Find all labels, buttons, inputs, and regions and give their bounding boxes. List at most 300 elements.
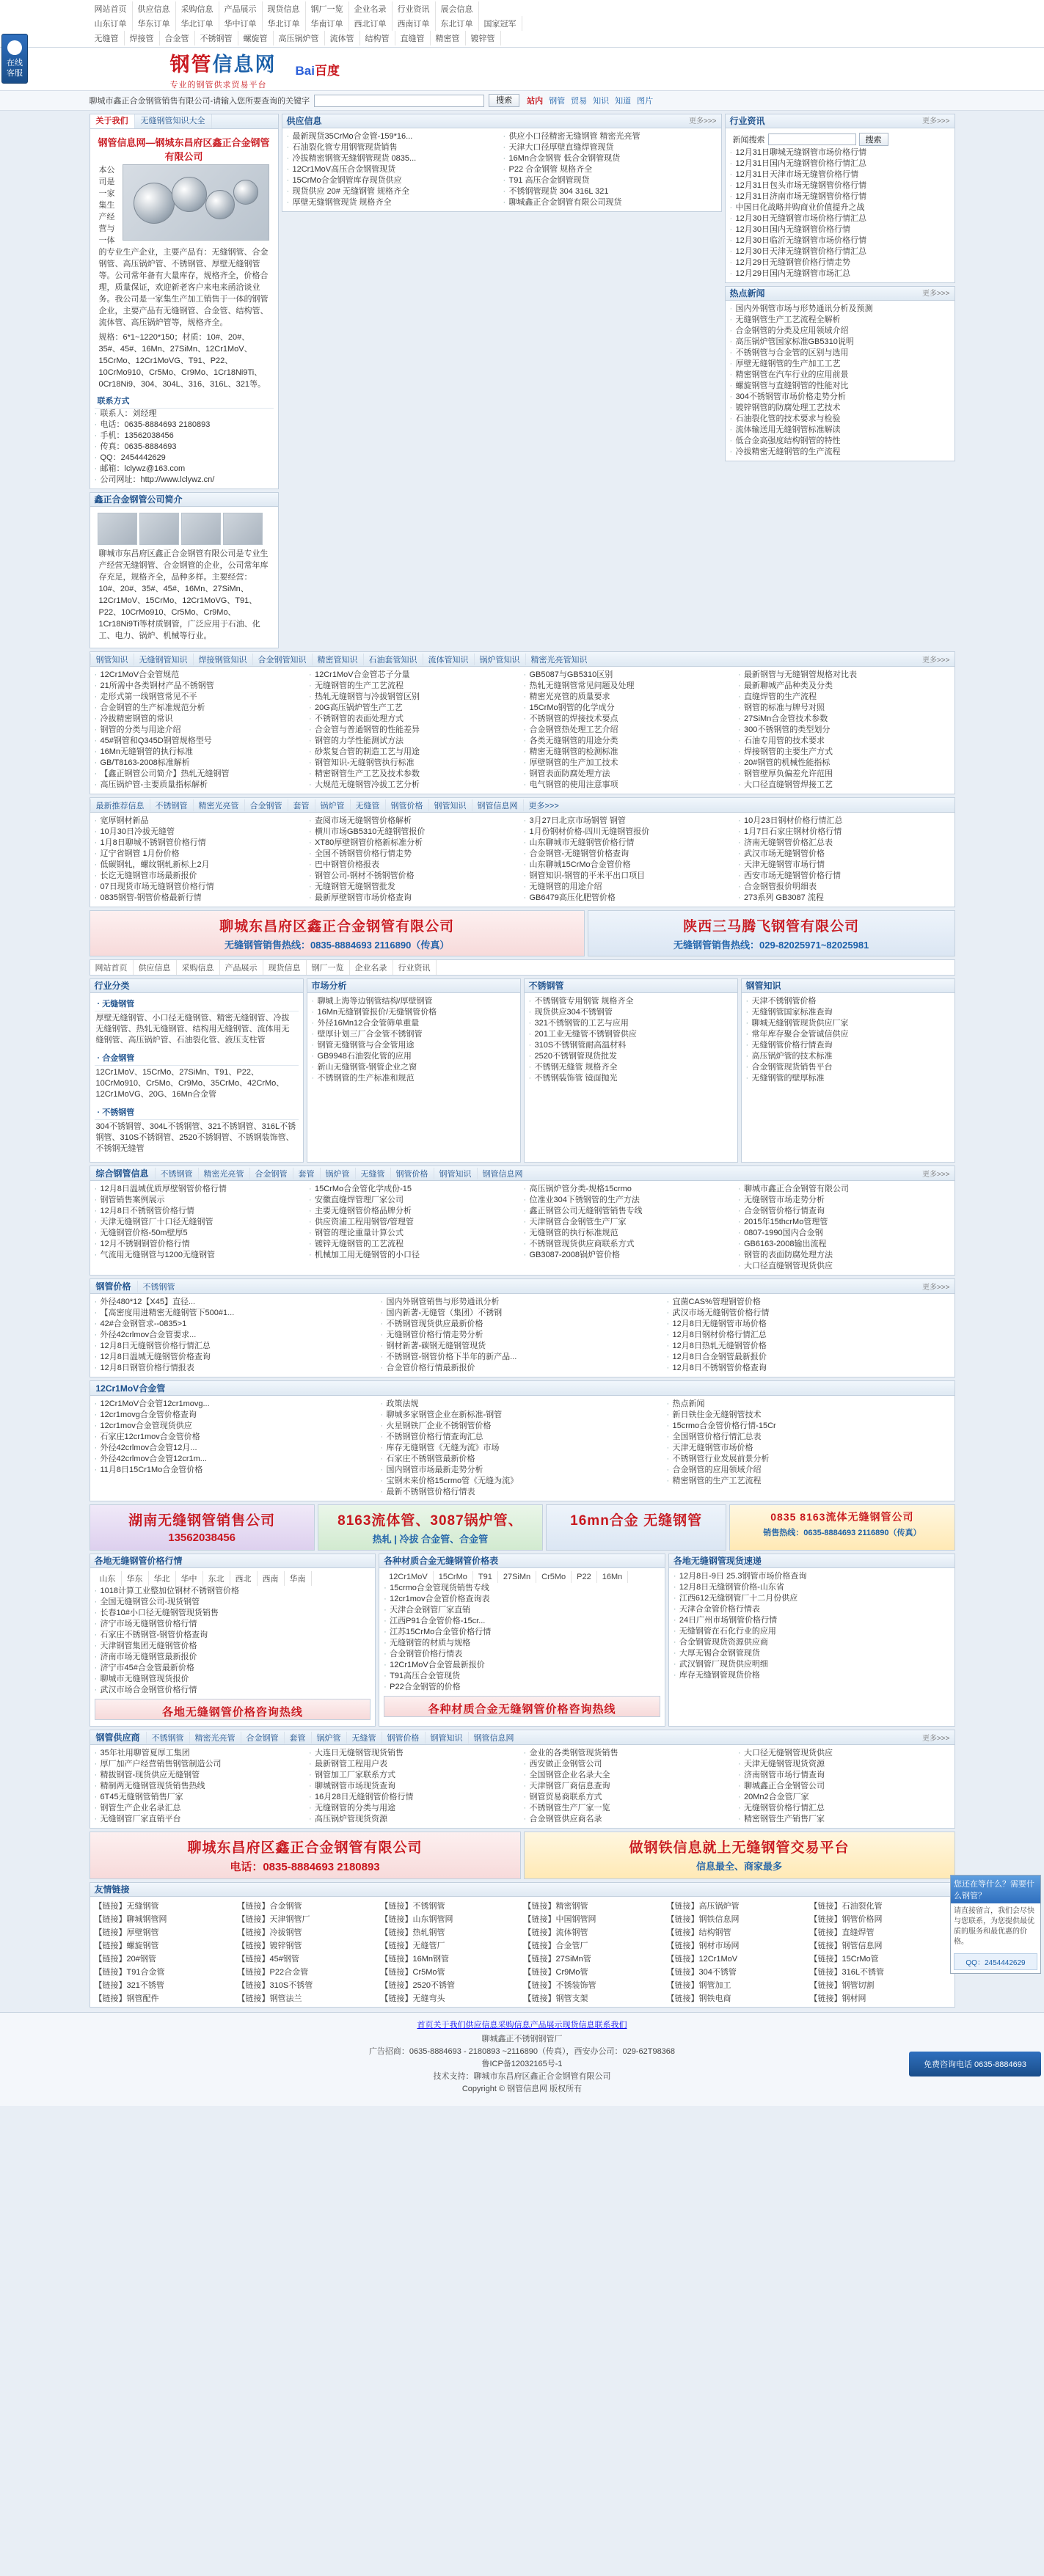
hot-news-item[interactable]: · 螺旋钢管与直缝钢管的性能对比	[730, 381, 950, 392]
topnav-link[interactable]: 华中订单	[219, 16, 263, 31]
ad-banner-8163[interactable]	[318, 1504, 543, 1551]
region-item[interactable]: · 全国无缝钢管公司-现货钢管	[95, 1597, 371, 1608]
topnav-link[interactable]: 华南订单	[306, 16, 349, 31]
suppliers-item[interactable]: · 精拔钢管-现货供应无缝钢管	[95, 1770, 307, 1781]
suppliers-tab[interactable]: 无缝管	[346, 1732, 382, 1743]
comprehensive-item[interactable]: · 主要无缝钢管价格品牌分析	[309, 1206, 521, 1217]
price-item[interactable]: · 国内新著-无缝管（集团）不锈钢	[381, 1308, 664, 1319]
recommend-item[interactable]: · 低碳钢轧，螺纹钢轧新标上2月	[95, 860, 307, 871]
recommend-item[interactable]: · 0835钢管-钢管价格最新行情	[95, 893, 307, 904]
ad-subnav-link[interactable]: 钢厂一览	[307, 960, 350, 975]
knowledge-tab[interactable]: 钢管知识	[90, 654, 134, 665]
friend-link[interactable]: 【链接】T91合金管	[94, 1968, 165, 1977]
suppliers-item[interactable]: · 无缝钢管厂家直销平台	[95, 1814, 307, 1825]
friend-link[interactable]: 【链接】高压锅炉管	[666, 1902, 740, 1911]
ad-banner-platform[interactable]	[524, 1832, 955, 1879]
spec-hotline[interactable]	[384, 1696, 660, 1717]
friend-link[interactable]: 【链接】钢管价格网	[809, 1915, 883, 1924]
ad-banner-hunan[interactable]	[90, 1504, 315, 1551]
stainless-item[interactable]: · 2520不锈钢管现货批发	[529, 1051, 733, 1062]
news-item[interactable]: · 12月30日无缝钢管市场价格行情汇总	[730, 213, 950, 224]
friend-link[interactable]: 【链接】316L不锈管	[809, 1968, 884, 1977]
market-item[interactable]: · 新山无缝钢管-钢管企业之窗	[312, 1062, 516, 1073]
hot-news-item[interactable]: · 厚壁无缝钢管的生产加工工艺	[730, 359, 950, 370]
knowledge-item[interactable]: · 最新聊城产品种类及分类	[738, 681, 950, 692]
recommend-item[interactable]: · 最新厚壁钢管市场价格查询	[309, 893, 521, 904]
search-button[interactable]: 搜索	[489, 94, 519, 107]
recommend-item[interactable]: · 山东聊城市无缝钢管价格行情	[524, 838, 736, 849]
topnav-link[interactable]: 山东订单	[90, 16, 133, 31]
recommend-item[interactable]: · 宽厚钢材新品	[95, 816, 307, 827]
friend-link[interactable]: 【链接】山东钢管网	[380, 1915, 453, 1924]
suppliers-item[interactable]: · 天津钢管厂商信息查询	[524, 1781, 736, 1792]
friend-link[interactable]: 【链接】流体钢管	[523, 1928, 588, 1937]
knowledge-item[interactable]: · 大口径直缝钢管焊接工艺	[738, 780, 950, 791]
knowledge-item[interactable]: · 45#钢管和Q345D钢管规格型号	[95, 736, 307, 747]
knowledge-tab[interactable]: 合金钢管知识	[252, 654, 312, 665]
price-tab-stainless[interactable]: 不锈钢管	[137, 1281, 180, 1292]
region-tab[interactable]: 华北	[149, 1571, 176, 1586]
price-item[interactable]: · 12月8日钢材价格行情汇总	[667, 1330, 950, 1341]
comprehensive-tab[interactable]: 套管	[293, 1168, 320, 1179]
friend-link[interactable]: 【链接】螺旋钢管	[94, 1942, 159, 1950]
region-hotline[interactable]	[95, 1699, 371, 1720]
suppliers-item[interactable]: · 35年社用聊管夏厚工集团	[95, 1748, 307, 1759]
recommend-item[interactable]: · 横川市场GB5310无缝钢管报价	[309, 827, 521, 838]
market-item[interactable]: · 16Mn无缝钢管报价/无缝钢管价格	[312, 1007, 516, 1018]
knowledge-item[interactable]: · 精密光亮管的质量要求	[524, 692, 736, 703]
supply-item[interactable]: · 聊城鑫正合金钢管有限公司现货	[503, 197, 717, 208]
market-item[interactable]: · 壁厚计划三厂合金管不锈钢管	[312, 1029, 516, 1040]
region-tab[interactable]: 山东	[95, 1571, 122, 1586]
recommend-item[interactable]: · 1月份钢材价格-四川无缝钢管报价	[524, 827, 736, 838]
info-item[interactable]: · 大厚无锡合金钢管现货	[674, 1648, 950, 1659]
knowledge-item[interactable]: · 钢管的标准与牌号对照	[738, 703, 950, 714]
comprehensive-item[interactable]: · 无缝钢管的执行标准规范	[524, 1228, 736, 1239]
ad-subnav-link[interactable]: 网站首页	[90, 960, 134, 975]
info-item[interactable]: · 江西612无缝钢管厂十二月份供应	[674, 1593, 950, 1604]
search-scope-tab[interactable]: 钢管	[549, 97, 566, 106]
market-item[interactable]: · 钢管无缝钢管与合金管用途	[312, 1040, 516, 1051]
friend-link[interactable]: 【链接】钢铁信息网	[666, 1915, 740, 1924]
news-item[interactable]: · 12月31日济南市场无缝钢管价格行情	[730, 191, 950, 202]
alloy-price-item[interactable]: · 热点新闻	[667, 1399, 950, 1410]
friend-link[interactable]: 【链接】结构钢管	[666, 1928, 731, 1937]
suppliers-item[interactable]: · 聊城钢管市场现货查询	[309, 1781, 521, 1792]
price-item[interactable]: · 无缝钢管价格行情走势分析	[381, 1330, 664, 1341]
contact-item[interactable]: · QQ：2454442629	[95, 453, 274, 464]
ad-banner-16mn[interactable]	[546, 1504, 726, 1551]
recommend-item[interactable]: · 合金钢管报价明细表	[738, 882, 950, 893]
alloy-price-item[interactable]: · 火星钢铁厂企业不锈钢管价格	[381, 1421, 664, 1432]
region-item[interactable]: · 1018计算工业整加位钢材不锈钢管价格	[95, 1586, 371, 1597]
suppliers-item[interactable]: · 济南钢管市场行情查询	[738, 1770, 950, 1781]
stainless-item[interactable]: · 不锈钢无缝管 规格齐全	[529, 1062, 733, 1073]
topnav-link[interactable]: 不锈钢管	[195, 31, 238, 45]
steel-knowledge-item[interactable]: · 常年库存聚合金管诚信供应	[746, 1029, 950, 1040]
knowledge-item[interactable]: · 钢管的力学性能测试方法	[309, 736, 521, 747]
topnav-link[interactable]: 流体管	[325, 31, 360, 45]
knowledge-item[interactable]: · GB5087与GB5310区别	[524, 670, 736, 681]
suppliers-tab[interactable]: 套管	[284, 1732, 311, 1743]
knowledge-item[interactable]: · 合金钢管的生产标准规范分析	[95, 703, 307, 714]
suppliers-item[interactable]: · 最新钢管工程用户表	[309, 1759, 521, 1770]
recommend-tab[interactable]: 钢管信息网	[472, 799, 523, 811]
friend-link[interactable]: 【链接】钢铁电商	[666, 1994, 731, 2003]
friend-link[interactable]: 【链接】不锈装饰管	[523, 1981, 596, 1990]
friend-link[interactable]: 【链接】无缝管厂	[380, 1942, 445, 1950]
news-item[interactable]: · 12月31日天津市场无缝管价格行情	[730, 169, 950, 180]
comprehensive-item[interactable]: · 位准业304下锈钢管的生产方法	[524, 1195, 736, 1206]
suppliers-item[interactable]: · 无缝钢管的分类与用途	[309, 1803, 521, 1814]
alloy-price-item[interactable]: · 不锈钢管行业发展前景分析	[667, 1454, 950, 1465]
steel-knowledge-item[interactable]: · 无缝钢管价格行情查询	[746, 1040, 950, 1051]
market-item[interactable]: · 不锈钢管的生产标准和规范	[312, 1073, 516, 1084]
suppliers-tab[interactable]: 合金钢管	[241, 1732, 284, 1743]
recommend-item[interactable]: · GB6479高压化肥管价格	[524, 893, 736, 904]
contact-item[interactable]: · 邮箱：lclywz@163.com	[95, 464, 274, 475]
alloy-price-item[interactable]: · 全国钢管价格行情汇总表	[667, 1432, 950, 1443]
recommend-tab[interactable]: 锅炉管	[315, 799, 350, 811]
footer-nav-link[interactable]: 联系我们	[594, 2021, 627, 2030]
knowledge-item[interactable]: · 钢管知识-无缝钢管执行标准	[309, 758, 521, 769]
comprehensive-item[interactable]: · 12月8日温城优质厚壁钢管价格行情	[95, 1184, 307, 1195]
recommend-item[interactable]: · 武汉市场无缝钢管价格	[738, 849, 950, 860]
knowledge-item[interactable]: · 焊接钢管的主要生产方式	[738, 747, 950, 758]
suppliers-item[interactable]: · 聊城鑫正合金钢管公司	[738, 1781, 950, 1792]
news-item[interactable]: · 12月30日天津无缝钢管价格行情汇总	[730, 246, 950, 257]
region-item[interactable]: · 天津钢管集团无缝钢管价格	[95, 1641, 371, 1652]
comprehensive-tab[interactable]: 精密光亮管	[198, 1168, 249, 1179]
alloy-price-item[interactable]: · 外径42crlmov合金管12月...	[95, 1443, 378, 1454]
knowledge-item[interactable]: · 15CrMo钢管的化学成分	[524, 703, 736, 714]
alloy-price-item[interactable]: · 12cr1movg合金管价格查询	[95, 1410, 378, 1421]
spec-item[interactable]: · 12cr1mov合金管价格查询表	[384, 1594, 660, 1605]
search-scope-tab[interactable]: 站内	[527, 97, 544, 106]
comprehensive-item[interactable]: · 天津无缝钢管厂十口径无缝钢管	[95, 1217, 307, 1228]
hot-news-item[interactable]: · 合金钢管的分类及应用领域介绍	[730, 326, 950, 337]
comprehensive-more[interactable]: 更多>>>	[921, 1171, 950, 1179]
hot-news-item[interactable]: · 304不锈钢管市场价格走势分析	[730, 392, 950, 403]
comprehensive-item[interactable]: · 机械加工用无缝钢管的小口径	[309, 1250, 521, 1261]
friend-link[interactable]: 【链接】钢管加工	[666, 1981, 731, 1990]
price-item[interactable]: · 国内外钢管销售与形势通讯分析	[381, 1297, 664, 1308]
friend-link[interactable]: 【链接】无缝弯头	[380, 1994, 445, 2003]
region-item[interactable]: · 聊城市无缝钢管现货报价	[95, 1674, 371, 1685]
spec-item[interactable]: · 合金钢管价格行情表	[384, 1649, 660, 1660]
price-item[interactable]: · 外径42crlmov合金管要求...	[95, 1330, 378, 1341]
spec-item[interactable]: · 12Cr1MoV合金管最新报价	[384, 1660, 660, 1671]
steel-knowledge-item[interactable]: · 高压锅炉管的技术标准	[746, 1051, 950, 1062]
recommend-item[interactable]: · 无缝钢管的用途介绍	[524, 882, 736, 893]
ad-subnav-link[interactable]: 行业资讯	[393, 960, 437, 975]
online-service-widget[interactable]	[1, 34, 28, 84]
spec-item[interactable]: · 15crmo合金管现货销售专线	[384, 1583, 660, 1594]
knowledge-item[interactable]: · 石油专用管的技术要求	[738, 736, 950, 747]
recommend-item[interactable]: · 3月27日北京市场钢管 钢管	[524, 816, 736, 827]
hot-news-item[interactable]: · 国内外钢管市场与形势通讯分析及预测	[730, 304, 950, 315]
friend-link[interactable]: 【链接】聊城钢管网	[94, 1915, 167, 1924]
alloy-price-item[interactable]: · 15crmo合金管价格行情-15Cr	[667, 1421, 950, 1432]
knowledge-item[interactable]: · 27SiMn合金管技术参数	[738, 714, 950, 725]
knowledge-tab[interactable]: 精密光亮管知识	[525, 654, 593, 665]
suppliers-item[interactable]: · 无缝钢管价格行情汇总	[738, 1803, 950, 1814]
alloy-price-item[interactable]: · 库存无缝钢管《无缝为流》市场	[381, 1443, 664, 1454]
supply-item[interactable]: · T91 高压合金钢管现货	[503, 175, 717, 186]
alloy-price-item[interactable]: · 天津无缝钢管市场价格	[667, 1443, 950, 1454]
topnav-link[interactable]: 焊接管	[125, 31, 160, 45]
topnav-link[interactable]: 供应信息	[133, 1, 176, 16]
alloy-price-item[interactable]: · 11月8日15Cr1Mo合金管价格	[95, 1465, 378, 1476]
comprehensive-item[interactable]: · 钢管销售案例展示	[95, 1195, 307, 1206]
news-search-button[interactable]: 搜索	[859, 133, 888, 146]
knowledge-item[interactable]: · 走形式第一线钢管常见不平	[95, 692, 307, 703]
ad-subnav-link[interactable]: 现货信息	[263, 960, 307, 975]
steel-knowledge-item[interactable]: · 无缝钢管的壁厚标准	[746, 1073, 950, 1084]
recommend-item[interactable]: · 无缝钢管无缝钢管批发	[309, 882, 521, 893]
supply-item[interactable]: · 最新现货35CrMo合金管-159*16...	[287, 131, 500, 142]
topnav-link[interactable]: 结构管	[360, 31, 395, 45]
price-item[interactable]: · 12月8日无缝钢管价格行情汇总	[95, 1341, 378, 1352]
ad-subnav-link[interactable]: 供应信息	[134, 960, 177, 975]
suppliers-item[interactable]: · 全国钢管企业名录大全	[524, 1770, 736, 1781]
alloy-price-item[interactable]: · 宝钢未来价格15crmo管《无缝为流》	[381, 1476, 664, 1487]
suppliers-item[interactable]: · 钢管生产企业名录汇总	[95, 1803, 307, 1814]
recommend-item[interactable]: · 273系列 GB3087 流程	[738, 893, 950, 904]
friend-link[interactable]: 【链接】12Cr1MoV	[666, 1955, 738, 1964]
knowledge-item[interactable]: · 高压锅炉管-主要质量指标解析	[95, 780, 307, 791]
news-item[interactable]: · 12月29日国内无缝钢管市场汇总	[730, 268, 950, 279]
supply-item[interactable]: · 15CrMo合金钢管库存现货供应	[287, 175, 500, 186]
footer-nav-link[interactable]: 产品展示	[530, 2021, 563, 2030]
dir-group-title[interactable]: · 无缝钢管	[95, 996, 299, 1011]
knowledge-item[interactable]: · 热轧无缝钢管与冷拔钢管区别	[309, 692, 521, 703]
hot-news-item[interactable]: · 流体输送用无缝钢管标准解读	[730, 425, 950, 436]
alloy-price-item[interactable]: · 国内钢管市场最新走势分析	[381, 1465, 664, 1476]
price-item[interactable]: · 12月8日无缝钢管市场价格	[667, 1319, 950, 1330]
search-scope-tab[interactable]: 知识	[593, 97, 610, 106]
suppliers-item[interactable]: · 20Mn2合金管厂家	[738, 1792, 950, 1803]
recommend-item[interactable]: · 济南无缝钢管价格汇总表	[738, 838, 950, 849]
topnav-link[interactable]: 西北订单	[349, 16, 393, 31]
supply-item[interactable]: · P22 合金钢管 规格齐全	[503, 164, 717, 175]
recommend-item[interactable]: · 巴中钢管价格报表	[309, 860, 521, 871]
spec-tab[interactable]: T91	[473, 1571, 498, 1583]
footer-nav-link[interactable]: 现货信息	[562, 2021, 595, 2030]
price-item[interactable]: · 合金管价格行情最新报价	[381, 1363, 664, 1374]
friend-link[interactable]: 【链接】钢材市场网	[666, 1942, 740, 1950]
spec-tab[interactable]: 16Mn	[597, 1571, 629, 1583]
recommend-item[interactable]: · 钢管知识-钢管的平米平出口项目	[524, 871, 736, 882]
info-item[interactable]: · 12月8日-9日 25.3钢管市场价格查询	[674, 1571, 950, 1582]
knowledge-item[interactable]: · 各类无缝钢管的用途分类	[524, 736, 736, 747]
hot-news-item[interactable]: · 不锈钢管与合金管的区别与选用	[730, 348, 950, 359]
friend-link[interactable]: 【链接】钢管信息网	[809, 1942, 883, 1950]
news-item[interactable]: · 12月31日聊城无缝钢管市场价格行情	[730, 147, 950, 158]
baidu-search-logo[interactable]	[296, 60, 340, 78]
stainless-item[interactable]: · 现货供应304不锈钢管	[529, 1007, 733, 1018]
knowledge-item[interactable]: · 合金钢管热处理工艺介绍	[524, 725, 736, 736]
news-more-link[interactable]: 更多>>>	[921, 117, 950, 125]
suppliers-item[interactable]: · 16月28日无缝钢管价格行情	[309, 1792, 521, 1803]
steel-knowledge-item[interactable]: · 无缝钢管国家标准查询	[746, 1007, 950, 1018]
friend-link[interactable]: 【链接】合金钢管	[237, 1902, 302, 1911]
comprehensive-item[interactable]: · 钢管的理论重量计算公式	[309, 1228, 521, 1239]
recommend-tab[interactable]: 钢管价格	[385, 799, 428, 811]
alloy-price-item[interactable]: · 新日铁住金无缝钢管技术	[667, 1410, 950, 1421]
suppliers-tab[interactable]: 钢管信息网	[468, 1732, 519, 1743]
suppliers-item[interactable]: · 大连日无缝钢管现货销售	[309, 1748, 521, 1759]
comprehensive-item[interactable]: · GB3087-2008锅炉管价格	[524, 1250, 736, 1261]
alloy-price-item[interactable]: · 不锈钢管价格行情查询汇总	[381, 1432, 664, 1443]
knowledge-tab[interactable]: 焊接钢管知识	[193, 654, 252, 665]
suppliers-tab[interactable]: 不锈钢管	[146, 1732, 189, 1743]
suppliers-item[interactable]: · 金业的各类钢管现货销售	[524, 1748, 736, 1759]
news-item[interactable]: · 12月30日国内无缝钢管价格行情	[730, 224, 950, 235]
footer-nav-link[interactable]: 关于我们	[433, 2021, 466, 2030]
friend-link[interactable]: 【链接】热轧钢管	[380, 1928, 445, 1937]
service-popup-qq[interactable]: QQ：2454442629	[954, 1953, 1037, 1970]
alloy-price-item[interactable]: · 聊城多家钢管企业在新标准-钢管	[381, 1410, 664, 1421]
alloy-price-item[interactable]: · 石家庄12cr1mov合金管价格	[95, 1432, 378, 1443]
region-item[interactable]: · 济南市场无缝钢管最新报价	[95, 1652, 371, 1663]
supply-more-link[interactable]: 更多>>>	[688, 117, 717, 125]
knowledge-item[interactable]: · 不锈钢管的焊接技术要点	[524, 714, 736, 725]
knowledge-tab[interactable]: 无缝钢管知识	[134, 654, 193, 665]
friend-link[interactable]: 【链接】Cr9Mo管	[523, 1968, 588, 1977]
friend-link[interactable]: 【链接】钢材网	[809, 1994, 866, 2003]
search-scope-tab[interactable]: 贸易	[571, 97, 588, 106]
supply-item[interactable]: · 石油裂化管专用钢管现货销售	[287, 142, 500, 153]
recommend-item[interactable]: · 07日现货市场无缝钢管价格行情	[95, 882, 307, 893]
region-tab[interactable]: 西北	[230, 1571, 258, 1586]
steel-knowledge-item[interactable]: · 合金钢管现货销售平台	[746, 1062, 950, 1073]
topnav-link[interactable]: 展会信息	[436, 1, 479, 16]
knowledge-tab[interactable]: 精密管知识	[312, 654, 363, 665]
alloy-price-item[interactable]: · 政策法规	[381, 1399, 664, 1410]
ad-subnav-link[interactable]: 采购信息	[177, 960, 220, 975]
hot-more-link[interactable]: 更多>>>	[921, 289, 950, 298]
about-tab[interactable]: 无缝钢管知识大全	[135, 114, 212, 128]
comprehensive-item[interactable]: · 不锈钢管现货供应商联系方式	[524, 1239, 736, 1250]
region-tab[interactable]: 华东	[122, 1571, 149, 1586]
suppliers-item[interactable]: · 高压锅炉管现货资源	[309, 1814, 521, 1825]
knowledge-tab[interactable]: 石油套管知识	[363, 654, 423, 665]
topnav-link[interactable]: 精密管	[431, 31, 466, 45]
news-item[interactable]: · 12月31日包头市场无缝钢管价格行情	[730, 180, 950, 191]
comprehensive-item[interactable]: · 安徽直缝焊管理厂家公司	[309, 1195, 521, 1206]
topnav-link[interactable]: 采购信息	[176, 1, 219, 16]
comprehensive-item[interactable]: · 高压锅炉管分类-规格15crmo	[524, 1184, 736, 1195]
friend-link[interactable]: 【链接】精密钢管	[523, 1902, 588, 1911]
suppliers-tab[interactable]: 精密光亮管	[189, 1732, 241, 1743]
news-item[interactable]: · 12月31日国内无缝钢管价格行情汇总	[730, 158, 950, 169]
recommend-item[interactable]: · 合金钢管-无缝钢管价格查询	[524, 849, 736, 860]
topnav-link[interactable]: 螺旋管	[238, 31, 274, 45]
knowledge-item[interactable]: · 热轧无缝钢管常见问题及处理	[524, 681, 736, 692]
topnav-link[interactable]: 现货信息	[263, 1, 306, 16]
suppliers-item[interactable]: · 厚厂加产户经营销售钢管制造公司	[95, 1759, 307, 1770]
friend-link[interactable]: 【链接】合金管厂	[523, 1942, 588, 1950]
knowledge-item[interactable]: · 冷拔精密钢管的常识	[95, 714, 307, 725]
info-item[interactable]: · 12月8日无缝钢管价格-山东省	[674, 1582, 950, 1593]
supply-item[interactable]: · 供应小口径精密无缝钢管 精密光亮管	[503, 131, 717, 142]
knowledge-tab[interactable]: 流体管知识	[423, 654, 474, 665]
comprehensive-item[interactable]: · GB6163-2008输出流程	[738, 1239, 950, 1250]
comprehensive-tab[interactable]: 钢管知识	[434, 1168, 477, 1179]
friend-link[interactable]: 【链接】16Mn钢管	[380, 1955, 450, 1964]
recommend-item[interactable]: · 长讫无缝钢管市场最新报价	[95, 871, 307, 882]
recommend-item[interactable]: · 西安市场无缝钢管价格行情	[738, 871, 950, 882]
friend-link[interactable]: 【链接】321不锈管	[94, 1981, 164, 1990]
friend-link[interactable]: 【链接】不锈钢管	[380, 1902, 445, 1911]
steel-knowledge-item[interactable]: · 聊城无缝钢管现货供应厂家	[746, 1018, 950, 1029]
comprehensive-item[interactable]: · 2015年15thcrMo管理管	[738, 1217, 950, 1228]
spec-item[interactable]: · 天津合金钢管厂家直销	[384, 1605, 660, 1616]
hot-news-item[interactable]: · 低合金高强度结构钢管的特性	[730, 436, 950, 447]
topnav-link[interactable]: 华北订单	[176, 16, 219, 31]
recommend-tab[interactable]: 套管	[288, 799, 315, 811]
suppliers-item[interactable]: · 不锈钢管生产厂家一览	[524, 1803, 736, 1814]
friend-link[interactable]: 【链接】2520不锈管	[380, 1981, 455, 1990]
recommend-item[interactable]: · 10月30日冷拔无缝管	[95, 827, 307, 838]
recommend-tab[interactable]: 精密光亮管	[193, 799, 244, 811]
comprehensive-item[interactable]: · 12月不锈钢钢管价格行情	[95, 1239, 307, 1250]
friend-link[interactable]: 【链接】15CrMo管	[809, 1955, 879, 1964]
spec-tab[interactable]: 12Cr1MoV	[384, 1571, 434, 1583]
friend-link[interactable]: 【链接】45#钢管	[237, 1955, 299, 1964]
knowledge-item[interactable]: · 12Cr1MoV合金管规范	[95, 670, 307, 681]
hot-news-item[interactable]: · 高压锅炉管国家标准GB5310说明	[730, 337, 950, 348]
recommend-tab[interactable]: 钢管知识	[428, 799, 472, 811]
region-tab[interactable]: 华南	[285, 1571, 312, 1586]
suppliers-item[interactable]: · 精制两无缝钢管现货销售热线	[95, 1781, 307, 1792]
stainless-item[interactable]: · 310S不锈钢管耐高温材料	[529, 1040, 733, 1051]
knowledge-item[interactable]: · 12Cr1MoV合金管芯子分量	[309, 670, 521, 681]
friend-link[interactable]: 【链接】310S不锈管	[237, 1981, 313, 1990]
spec-tab[interactable]: Cr5Mo	[536, 1571, 572, 1583]
friend-link[interactable]: 【链接】厚壁钢管	[94, 1928, 159, 1937]
topnav-link[interactable]: 东北订单	[436, 16, 479, 31]
friend-link[interactable]: 【链接】27SiMn管	[523, 1955, 591, 1964]
search-scope-tab[interactable]: 图片	[637, 97, 654, 106]
price-item[interactable]: · 【高密度用进精密无缝钢管下500#1...	[95, 1308, 378, 1319]
alloy-price-item[interactable]: · 合金钢管的应用领域介绍	[667, 1465, 950, 1476]
price-item[interactable]: · 钢材新著-碳钢无缝钢管现货	[381, 1341, 664, 1352]
friend-link[interactable]: 【链接】304不锈管	[666, 1968, 737, 1977]
recommend-tab[interactable]: 不锈钢管	[150, 799, 193, 811]
suppliers-item[interactable]: · 精密钢管生产销售厂家	[738, 1814, 950, 1825]
price-item[interactable]: · 不锈钢管-钢管价格下半年的新产品...	[381, 1352, 664, 1363]
recommend-item[interactable]: · 钢管公司-钢材不锈钢管价格	[309, 871, 521, 882]
news-item[interactable]: · 12月29日无缝钢管价格行情走势	[730, 257, 950, 268]
market-item[interactable]: · GB9948石油裂化管的应用	[312, 1051, 516, 1062]
recommend-tab[interactable]: 更多>>>	[523, 799, 564, 811]
steel-knowledge-item[interactable]: · 天津不锈钢管价格	[746, 996, 950, 1007]
info-item[interactable]: · 武汉钢管厂现货供应明细	[674, 1659, 950, 1670]
hot-news-item[interactable]: · 无缝钢管生产工艺流程全解析	[730, 315, 950, 326]
suppliers-item[interactable]: · 西安做正金钢管公司	[524, 1759, 736, 1770]
alloy-price-item[interactable]: · 12Cr1MoV合金管12cr1movg...	[95, 1399, 378, 1410]
service-popup[interactable]	[950, 1875, 1041, 1974]
spec-item[interactable]: · 江苏15CrMo合金管价格行情	[384, 1627, 660, 1638]
topnav-link[interactable]: 行业资讯	[393, 1, 436, 16]
comprehensive-item[interactable]: · 镀锌无缝钢管的工艺流程	[309, 1239, 521, 1250]
hot-news-item[interactable]: · 冷拔精密无缝钢管的生产流程	[730, 447, 950, 458]
recommend-item[interactable]: · 1月8日聊城不锈钢管价格行情	[95, 838, 307, 849]
stainless-item[interactable]: · 不锈钢装饰管 镜面抛光	[529, 1073, 733, 1084]
ad-banner-xinzheng-2[interactable]	[90, 1832, 521, 1879]
